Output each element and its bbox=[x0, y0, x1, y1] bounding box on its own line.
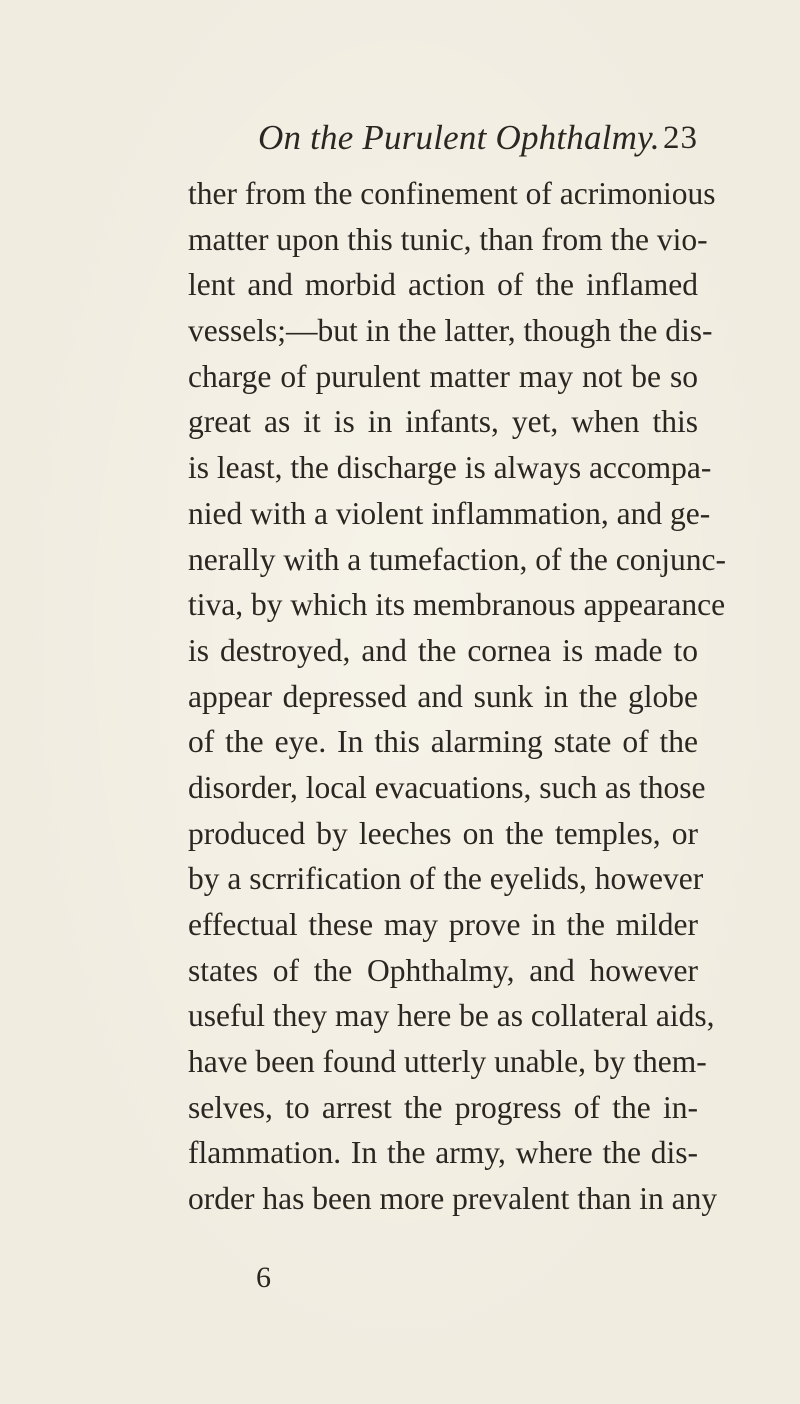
text-line: appear depressed and sunk in the globe bbox=[188, 678, 698, 714]
text-line: is least, the discharge is always accompa- bbox=[188, 450, 712, 486]
body-text bbox=[188, 171, 726, 1222]
text-line: order has been more prevalent than in any bbox=[188, 1181, 718, 1217]
page-header bbox=[258, 113, 698, 163]
text-line: ther from the confinement of acrimonious bbox=[188, 176, 716, 211]
text-line: matter upon this tunic, than from the vio- bbox=[188, 221, 708, 257]
text-line: charge of purulent matter may not be so bbox=[188, 358, 698, 394]
text-line: lent and morbid action of the inflamed bbox=[188, 267, 698, 303]
signature-mark: 6 bbox=[256, 1261, 271, 1294]
text-line: by a scrrification of the eyelids, however bbox=[188, 861, 704, 897]
text-line: effectual these may prove in the milder bbox=[188, 907, 698, 942]
text-line: states of the Ophthalmy, and however bbox=[188, 952, 698, 988]
text-line: nied with a violent inflammation, and ge- bbox=[188, 495, 711, 531]
text-line: produced by leeches on the temples, or bbox=[188, 815, 698, 851]
text-line: have been found utterly unable, by them- bbox=[188, 1044, 707, 1080]
text-line: flammation. In the army, where the dis- bbox=[188, 1135, 698, 1171]
text-line: tiva, by which its membranous appearance bbox=[188, 587, 726, 623]
text-line: selves, to arrest the progress of the in- bbox=[188, 1089, 698, 1125]
page-number: 23 bbox=[663, 120, 698, 156]
text-line: nerally with a tumefaction, of the conjunc- bbox=[188, 541, 726, 577]
text-line: disorder, local evacuations, such as those bbox=[188, 769, 706, 805]
text-line: vessels;—but in the latter, though the dis- bbox=[188, 313, 713, 349]
text-line: great as it is in infants, yet, when this bbox=[188, 404, 698, 440]
text-line: is destroyed, and the cornea is made to bbox=[188, 632, 698, 668]
text-line: useful they may here be as collateral aids, bbox=[188, 998, 715, 1034]
running-title: On the Purulent Ophthalmy. bbox=[258, 118, 660, 157]
text-line: of the eye. In this alarming state of the bbox=[188, 724, 698, 760]
